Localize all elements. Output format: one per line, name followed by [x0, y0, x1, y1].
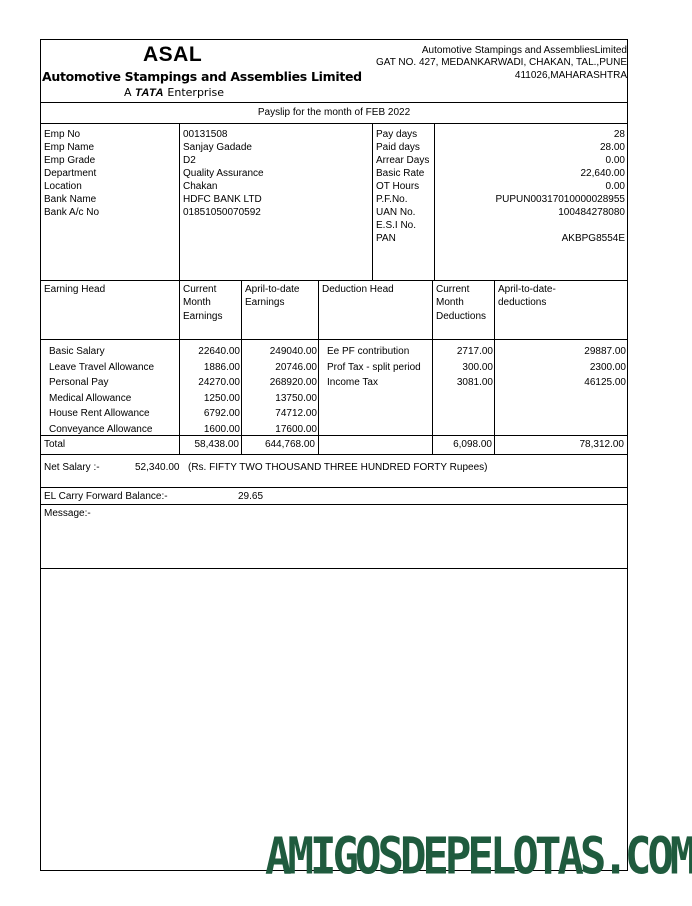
- ytd-deductions-header-2: deductions: [498, 297, 547, 308]
- divider: [318, 280, 319, 454]
- attendance-label: Pay days: [376, 129, 418, 140]
- address-line-1: Automotive Stampings and AssembliesLimited: [421, 45, 627, 56]
- divider: [179, 123, 180, 280]
- deduction-name: Prof Tax - split period: [327, 361, 421, 373]
- attendance-value: 0.00: [605, 155, 625, 166]
- earning-name: Medical Allowance: [49, 392, 132, 404]
- employee-value: 00131508: [183, 129, 228, 140]
- attendance-value: 100484278080: [558, 207, 625, 218]
- company-full-name: Automotive Stampings and Assemblies Limited: [42, 69, 362, 84]
- current-deductions-header-1: Current: [436, 284, 470, 295]
- divider: [40, 339, 628, 340]
- attendance-value: 28: [613, 129, 625, 140]
- deduction-current: 3081.00: [456, 377, 493, 388]
- divider: [40, 435, 628, 436]
- current-deductions-header-2: Month: [436, 297, 464, 308]
- deduction-ytd: 29887.00: [584, 346, 626, 357]
- divider: [40, 280, 628, 281]
- earning-current: 1600.00: [203, 423, 240, 435]
- earning-current: 22640.00: [198, 346, 240, 357]
- employee-label: Emp Grade: [44, 155, 96, 166]
- earning-ytd: 249040.00: [269, 346, 317, 357]
- total-label: Total: [44, 439, 66, 450]
- employee-value: HDFC BANK LTD: [183, 194, 262, 205]
- el-balance-label: EL Carry Forward Balance:-: [44, 491, 168, 502]
- ytd-deductions-header-1: April-to-date-: [498, 284, 556, 295]
- total-current-deductions: 6,098.00: [453, 439, 492, 450]
- earning-name: Personal Pay: [49, 377, 109, 388]
- earning-current: 1886.00: [203, 361, 240, 373]
- payslip-title: Payslip for the month of FEB 2022: [257, 107, 411, 118]
- earning-ytd: 20746.00: [275, 361, 317, 373]
- net-salary-amount: 52,340.00: [135, 462, 180, 473]
- divider: [40, 504, 628, 505]
- attendance-label: P.F.No.: [376, 194, 408, 205]
- employee-value: Chakan: [183, 181, 218, 192]
- tagline-prefix: A: [124, 86, 132, 99]
- deduction-current: 2717.00: [456, 346, 493, 357]
- address-line-3: 411026,MAHARASHTRA: [514, 70, 627, 81]
- divider: [40, 487, 628, 488]
- attendance-value: 22,640.00: [580, 168, 625, 179]
- earning-ytd: 17600.00: [275, 423, 317, 435]
- current-deductions-header-3: Deductions: [436, 311, 487, 322]
- divider: [40, 123, 628, 124]
- attendance-value: 0.00: [605, 181, 625, 192]
- ytd-earnings-header-1: April-to-date: [245, 284, 300, 295]
- total-current-earnings: 58,438.00: [194, 439, 239, 450]
- earning-current: 1250.00: [203, 392, 240, 404]
- employee-label: Bank Name: [44, 194, 97, 205]
- earning-name: House Rent Allowance: [49, 408, 150, 419]
- divider: [40, 102, 628, 103]
- earning-head-header: Earning Head: [44, 284, 106, 295]
- employee-label: Bank A/c No: [44, 207, 100, 218]
- attendance-label: OT Hours: [376, 181, 420, 192]
- attendance-label: Arrear Days: [376, 155, 430, 166]
- divider: [40, 454, 628, 455]
- total-ytd-deductions: 78,312.00: [579, 439, 624, 450]
- deduction-name: Income Tax: [327, 377, 378, 388]
- earning-ytd: 74712.00: [275, 408, 317, 419]
- earning-current: 6792.00: [203, 408, 240, 419]
- current-earnings-header-2: Month: [183, 297, 211, 308]
- earning-ytd: 13750.00: [275, 392, 317, 404]
- message-label: Message:-: [44, 508, 91, 519]
- attendance-label: E.S.I No.: [376, 220, 417, 231]
- deduction-ytd: 46125.00: [584, 377, 626, 388]
- ytd-earnings-header-2: Earnings: [245, 297, 285, 308]
- deduction-ytd: 2300.00: [589, 361, 626, 373]
- current-earnings-header-1: Current: [183, 284, 217, 295]
- tagline-suffix: Enterprise: [167, 86, 225, 99]
- net-salary-label: Net Salary :-: [44, 462, 100, 473]
- attendance-label: Paid days: [376, 142, 420, 153]
- employee-value: Quality Assurance: [183, 168, 264, 179]
- attendance-value: 28.00: [599, 142, 625, 153]
- attendance-value: AKBPG8554E: [561, 233, 625, 244]
- attendance-label: UAN No.: [376, 207, 416, 218]
- attendance-label: Basic Rate: [376, 168, 425, 179]
- divider: [434, 123, 435, 280]
- deduction-head-header: Deduction Head: [322, 284, 394, 295]
- el-balance-value: 29.65: [238, 491, 264, 502]
- earning-name: Leave Travel Allowance: [49, 361, 155, 373]
- company-logo: ASAL: [143, 43, 203, 66]
- employee-label: Location: [44, 181, 82, 192]
- earning-ytd: 268920.00: [269, 377, 317, 388]
- total-ytd-earnings: 644,768.00: [264, 439, 315, 450]
- tata-brand: TATA: [135, 87, 164, 99]
- employee-label: Department: [44, 168, 97, 179]
- net-salary-words: (Rs. FIFTY TWO THOUSAND THREE HUNDRED FORTY Rupees): [188, 462, 488, 473]
- deduction-current: 300.00: [462, 361, 493, 373]
- tata-tagline: [124, 86, 224, 100]
- employee-value: D2: [183, 155, 196, 166]
- attendance-label: PAN: [376, 233, 396, 244]
- employee-value: Sanjay Gadade: [183, 142, 252, 153]
- earning-name: Basic Salary: [49, 346, 105, 357]
- current-earnings-header-3: Earnings: [183, 311, 223, 322]
- deduction-name: Ee PF contribution: [327, 346, 410, 357]
- employee-label: Emp No: [44, 129, 81, 140]
- divider: [40, 568, 628, 569]
- employee-value: 01851050070592: [183, 207, 261, 218]
- earning-name: Conveyance Allowance: [49, 423, 153, 435]
- site-watermark: AMIGOSDEPELOTAS.COM: [265, 827, 692, 887]
- earning-current: 24270.00: [198, 377, 240, 388]
- attendance-value: PUPUN00317010000028955: [495, 194, 625, 205]
- divider: [372, 123, 373, 280]
- employee-label: Emp Name: [44, 142, 95, 153]
- address-line-2: GAT NO. 427, MEDANKARWADI, CHAKAN, TAL.,PUNE: [376, 57, 627, 68]
